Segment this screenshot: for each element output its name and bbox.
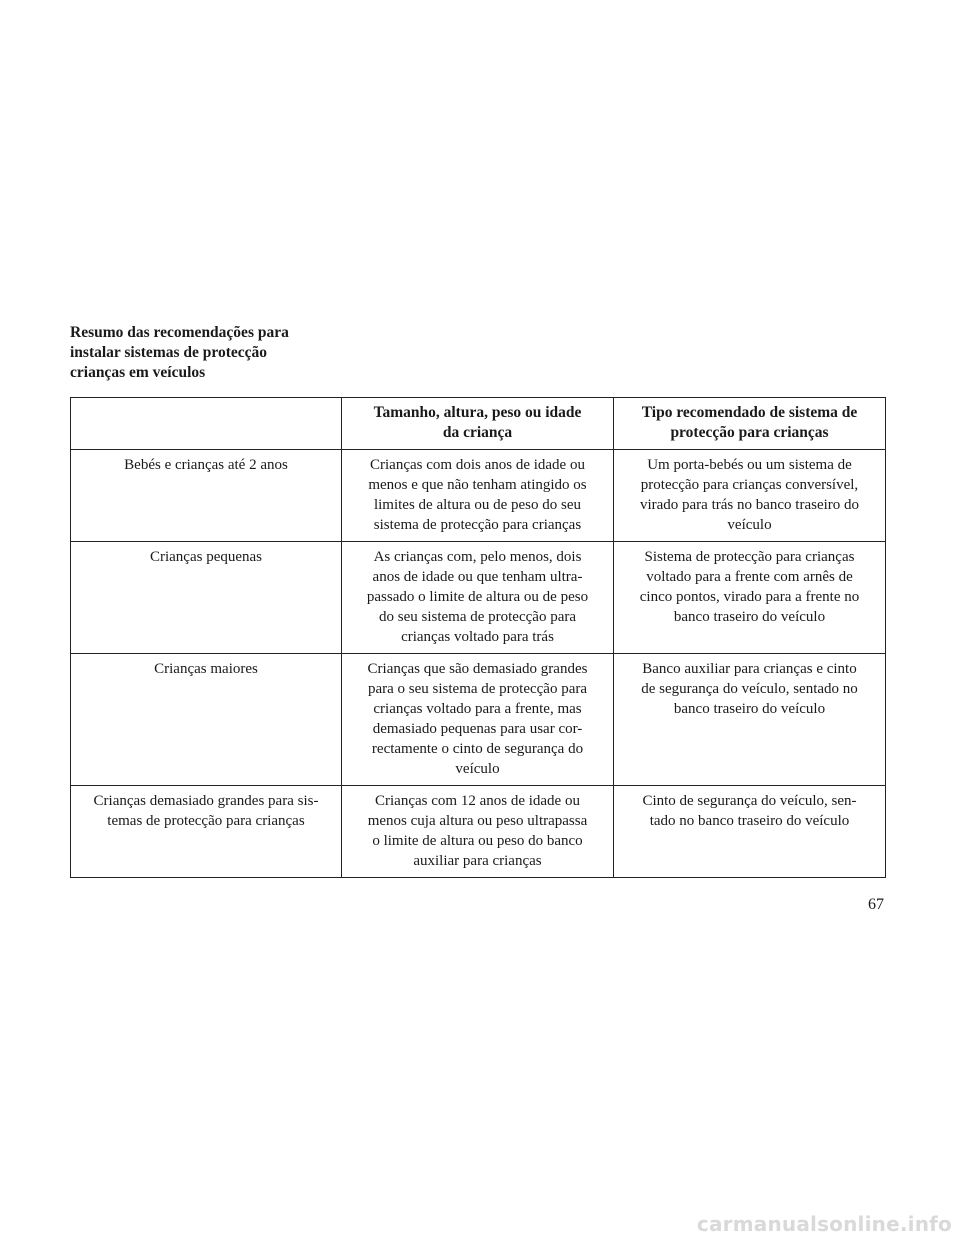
header-cell: [614, 398, 886, 450]
heading-line: instalar sistemas de protecção: [70, 344, 268, 361]
table-cell: [342, 542, 614, 654]
cell-line: virado para trás no banco traseiro do: [639, 497, 860, 513]
heading-line: Resumo das recomendações para: [70, 324, 289, 341]
section-heading: [70, 323, 370, 383]
cell-line: Crianças pequenas: [149, 549, 263, 565]
table-row: [71, 542, 886, 654]
table-cell: [71, 654, 342, 786]
table-cell: [614, 542, 886, 654]
cell-line: menos cuja altura ou peso ultrapassa: [367, 813, 588, 829]
heading-line: crianças em veículos: [70, 364, 206, 381]
cell-line: passado o limite de altura ou de peso: [366, 589, 589, 605]
cell-line: demasiado pequenas para usar cor-: [372, 721, 583, 737]
cell-line: voltado para a frente com arnês de: [646, 569, 853, 585]
page-number: 67: [868, 896, 884, 913]
cell-line: Tamanho, altura, peso ou idade: [373, 404, 582, 421]
cell-line: do seu sistema de protecção para: [379, 609, 576, 625]
table-cell: [71, 542, 342, 654]
table-row: [71, 450, 886, 542]
cell-line: banco traseiro do veículo: [673, 609, 826, 625]
cell-line: sistema de protecção para crianças: [373, 517, 582, 533]
table-cell: [614, 654, 886, 786]
cell-line: temas de protecção para crianças: [107, 813, 305, 829]
table-cell: [342, 654, 614, 786]
cell-line: da criança: [442, 424, 513, 441]
table-cell: [342, 450, 614, 542]
cell-line: Crianças que são demasiado grandes: [367, 661, 588, 677]
cell-line: veículo: [727, 517, 772, 533]
cell-line: Crianças com dois anos de idade ou: [370, 457, 585, 473]
cell-line: banco traseiro do veículo: [673, 701, 826, 717]
cell-line: o limite de altura ou peso do banco: [372, 833, 583, 849]
table-cell: [614, 450, 886, 542]
cell-line: limites de altura ou de peso do seu: [373, 497, 582, 513]
cell-line: Crianças demasiado grandes para sis-: [93, 793, 319, 809]
table-header-row: [71, 398, 886, 450]
cell-line: Tipo recomendado de sistema de: [641, 404, 858, 421]
cell-line: protecção para crianças: [670, 424, 829, 441]
recommendations-table: [70, 397, 886, 878]
cell-line: menos e que não tenham atingido os: [368, 477, 587, 493]
cell-line: Um porta-bebés ou um sistema de: [647, 457, 852, 473]
cell-line: Banco auxiliar para crianças e cinto: [642, 661, 857, 677]
cell-line: para o seu sistema de protecção para: [367, 681, 588, 697]
cell-line: Cinto de segurança do veículo, sen-: [642, 793, 857, 809]
table-cell: [71, 450, 342, 542]
cell-line: cinco pontos, virado para a frente no: [639, 589, 860, 605]
cell-line: Crianças maiores: [154, 661, 258, 677]
cell-line: de segurança do veículo, sentado no: [641, 681, 858, 697]
cell-line: veículo: [455, 761, 500, 777]
table-row: [71, 654, 886, 786]
table-cell: [614, 786, 886, 878]
cell-line: Crianças com 12 anos de idade ou: [375, 793, 580, 809]
cell-line: crianças voltado para a frente, mas: [373, 701, 582, 717]
header-cell: [342, 398, 614, 450]
cell-line: Bebés e crianças até 2 anos: [124, 457, 288, 473]
cell-line: protecção para crianças conversível,: [640, 477, 859, 493]
table-cell: [342, 786, 614, 878]
cell-line: crianças voltado para trás: [401, 629, 554, 645]
cell-line: As crianças com, pelo menos, dois: [373, 549, 582, 565]
cell-line: Sistema de protecção para crianças: [644, 549, 855, 565]
cell-line: rectamente o cinto de segurança do: [371, 741, 584, 757]
watermark: carmanualsonline.info: [696, 1212, 952, 1236]
table-cell: [71, 786, 342, 878]
header-cell: [71, 398, 342, 450]
cell-line: tado no banco traseiro do veículo: [649, 813, 850, 829]
cell-line: anos de idade ou que tenham ultra-: [372, 569, 583, 585]
table-row: [71, 786, 886, 878]
cell-line: auxiliar para crianças: [413, 853, 542, 869]
